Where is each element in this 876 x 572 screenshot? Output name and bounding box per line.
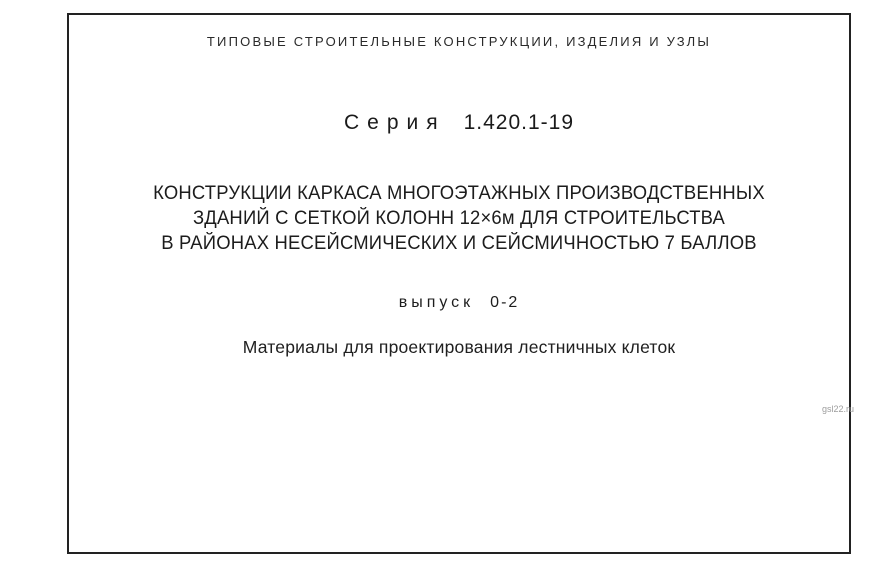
watermark-text: gsl22.ru — [822, 404, 855, 414]
title-line-1: КОНСТРУКЦИИ КАРКАСА МНОГОЭТАЖНЫХ ПРОИЗВОДСТВЕННЫХ — [153, 183, 765, 204]
document-title — [69, 181, 849, 256]
document-header: ТИПОВЫЕ СТРОИТЕЛЬНЫЕ КОНСТРУКЦИИ, ИЗДЕЛИЯ И УЗЛЫ — [206, 34, 712, 49]
series-line — [69, 111, 849, 135]
series-number: 1.420.1-19 — [463, 111, 575, 134]
document-border-frame — [67, 13, 851, 554]
title-line-3: В РАЙОНАХ НЕСЕЙСМИЧЕСКИХ И СЕЙСМИЧНОСТЬЮ 7 БАЛЛОВ — [161, 233, 757, 254]
series-label: Серия — [343, 111, 446, 134]
document-subtitle: Материалы для проектирования лестничных клеток — [242, 337, 676, 357]
issue-label: выпуск — [398, 294, 475, 311]
issue-line — [69, 294, 849, 312]
issue-number: 0-2 — [490, 294, 520, 311]
title-line-2: ЗДАНИЙ С СЕТКОЙ КОЛОНН 12×6м ДЛЯ СТРОИТЕЛЬСТВА — [192, 208, 726, 229]
